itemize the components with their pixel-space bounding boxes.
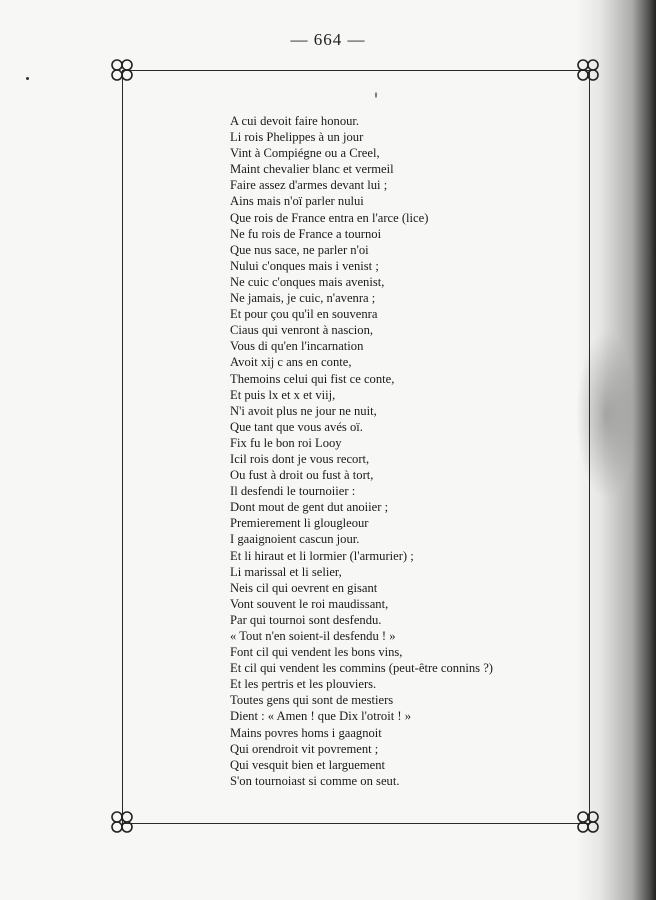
poem-line: Maint chevalier blanc et vermeil (230, 162, 394, 177)
poem-line: Il desfendi le tournoiier : (230, 484, 356, 499)
poem-line: Dient : « Amen ! que Dix l'otroit ! » (230, 709, 412, 724)
poem-line: Ciaus qui venront à nascion, (230, 323, 374, 338)
poem-line: Que rois de France entra en l'arce (lice) (230, 210, 429, 225)
poem-line: Vint à Compiégne ou a Creel, (230, 146, 380, 161)
corner-ornament-top-left (109, 57, 135, 83)
poem-line: Et li hiraut et li lormier (l'armurier) ; (230, 548, 414, 563)
poem-line: Vont souvent le roi maudissant, (230, 596, 389, 611)
poem-line: Fix fu le bon roi Looy (230, 435, 342, 450)
poem-line: Et cil qui vendent les commins (peut-être connins ?) (230, 661, 493, 676)
poem-line: Et pour çou qu'il en souvenra (230, 307, 378, 322)
poem-line: Que nus sace, ne parler n'oi (230, 242, 369, 257)
poem-line: Et puis lx et x et viij, (230, 387, 336, 402)
poem-line: Themoins celui qui fist ce conte, (230, 371, 395, 386)
poem-line: Avoit xij c ans en conte, (230, 355, 352, 370)
poem-line: Faire assez d'armes devant lui ; (230, 178, 388, 193)
poem-line: Premierement li glougleour (230, 516, 369, 531)
poem-line: Dont mout de gent dut anoiier ; (230, 500, 389, 515)
ink-speck (26, 77, 29, 80)
poem-line: Ou fust à droit ou fust à tort, (230, 468, 374, 483)
poem-line: I gaaignoient cascun jour. (230, 532, 360, 547)
poem-line: Ains mais n'oï parler nului (230, 194, 364, 209)
poem-line: Ne cuic c'onques mais avenist, (230, 274, 385, 289)
poem-line: Mains povres homs i gaagnoit (230, 725, 382, 740)
corner-ornament-bottom-right (575, 809, 601, 835)
poem-line: Ne fu rois de France a tournoi (230, 226, 382, 241)
ink-speck (375, 92, 377, 98)
poem-line: Li rois Phelippes à un jour (230, 130, 364, 145)
poem-line: N'i avoit plus ne jour ne nuit, (230, 403, 377, 418)
poem-line: Nului c'onques mais i venist ; (230, 258, 379, 273)
poem-line: Icil rois dont je vous recort, (230, 451, 370, 466)
poem-line: S'on tournoiast si comme on seut. (230, 773, 400, 788)
poem-line: Toutes gens qui sont de mestiers (230, 693, 394, 708)
page-number: — 664 — (290, 30, 366, 49)
poem-line: Qui orendroit vit povrement ; (230, 741, 379, 756)
poem-line: Neis cil qui oevrent en gisant (230, 580, 378, 595)
poem-line: Font cil qui vendent les bons vins, (230, 645, 403, 660)
poem-line: Li marissal et li selier, (230, 564, 342, 579)
poem-line: Vous di qu'en l'incarnation (230, 339, 364, 354)
corner-ornament-bottom-left (109, 809, 135, 835)
poem-text (230, 113, 570, 789)
corner-ornament-top-right (575, 57, 601, 83)
poem-line: Et les pertris et les plouviers. (230, 677, 377, 692)
poem-line: « Tout n'en soient-il desfendu ! » (230, 629, 396, 643)
poem-line: Par qui tournoi sont desfendu. (230, 612, 382, 627)
poem-line: Ne jamais, je cuic, n'avenra ; (230, 291, 376, 306)
poem-line: A cui devoit faire honour. (230, 114, 360, 128)
poem-line: Qui vesquit bien et larguement (230, 757, 386, 772)
poem-line: Que tant que vous avés oï. (230, 419, 363, 434)
